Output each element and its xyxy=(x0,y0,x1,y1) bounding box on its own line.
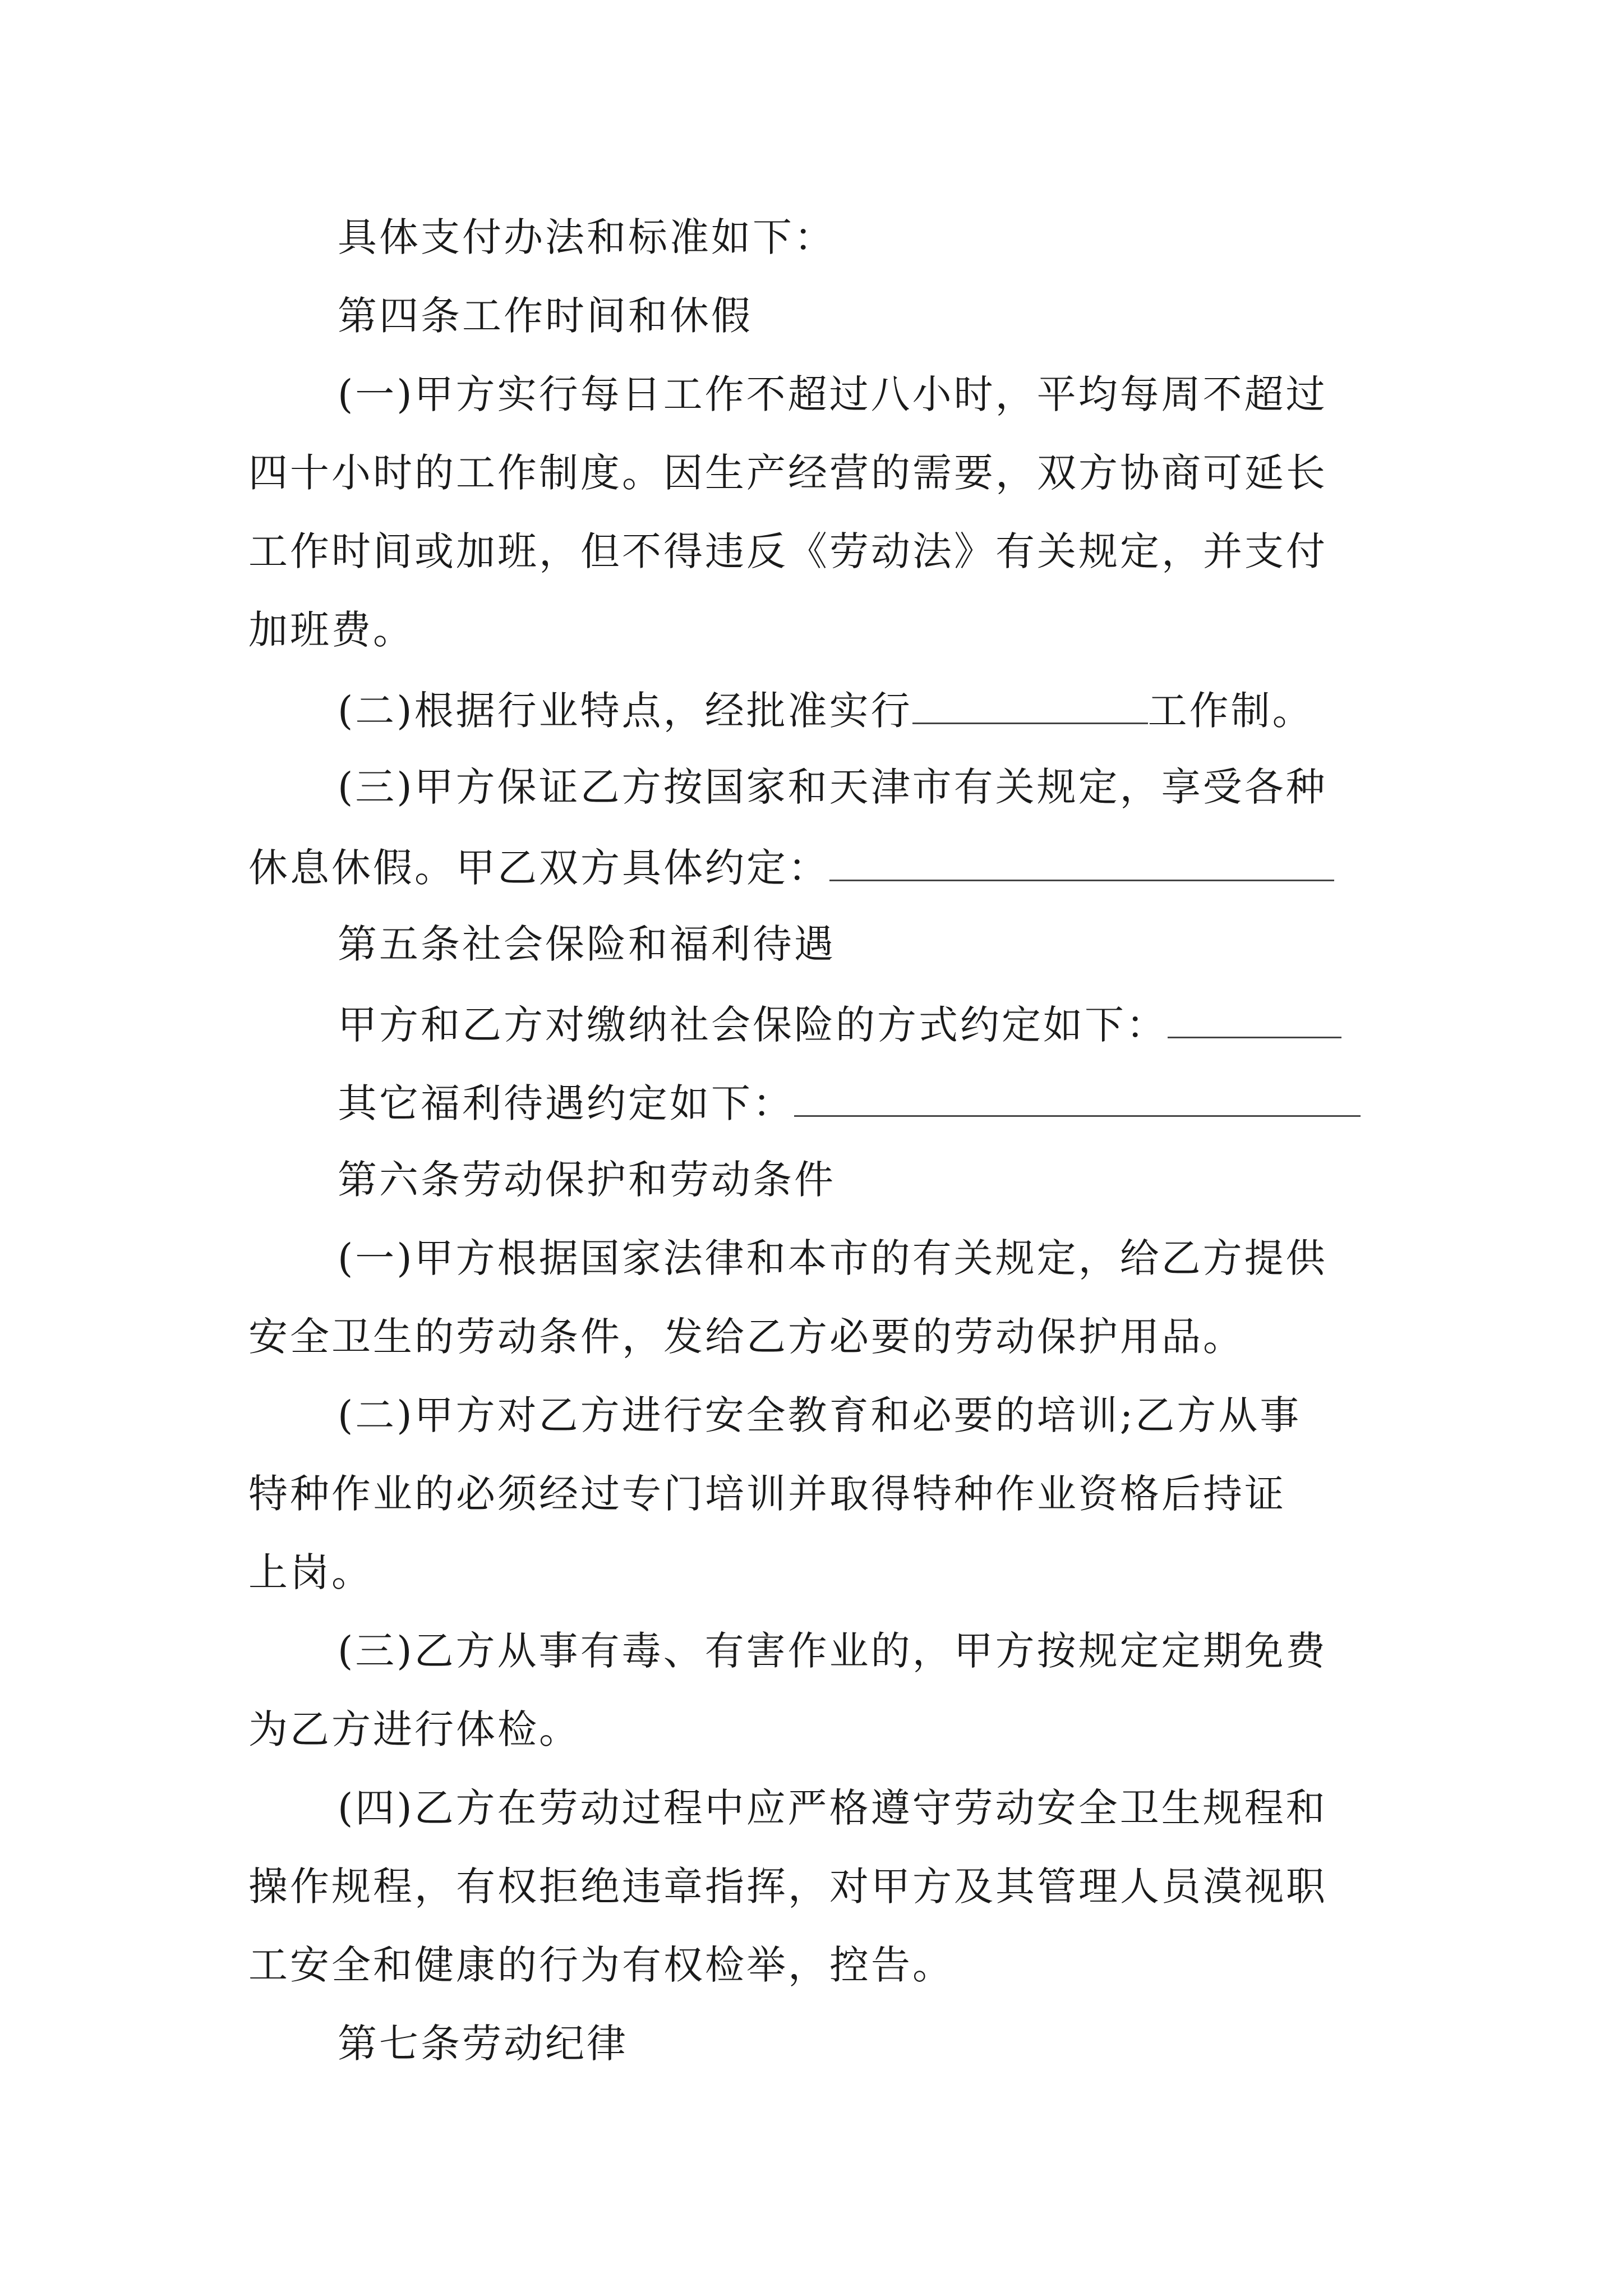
paragraph-6-4-line-2: 操作规程，有权拒绝违章指挥，对甲方及其管理人员漠视职 xyxy=(248,1864,1327,1910)
paragraph-5-social-insurance xyxy=(338,1002,1341,1048)
fill-in-blank[interactable] xyxy=(794,1082,1361,1117)
paragraph-4-2-text: (二)根据行业特点，经批准实行 xyxy=(338,688,912,734)
heading-article-4: 第四条工作时间和休假 xyxy=(338,293,753,339)
paragraph-4-1-line-3: 工作时间或加班，但不得违反《劳动法》有关规定，并支付 xyxy=(248,528,1327,574)
paragraph-4-3-line-1: (三)甲方保证乙方按国家和天津市有关规定，享受各种 xyxy=(338,764,1327,810)
paragraph-4-3-text: 休息休假。甲乙双方具体约定： xyxy=(248,845,829,891)
fill-in-blank[interactable] xyxy=(1168,1003,1341,1038)
paragraph-6-2-line-3: 上岗。 xyxy=(248,1549,373,1595)
paragraph-6-4-line-3: 工安全和健康的行为有权检举，控告。 xyxy=(248,1942,954,1988)
paragraph-4-2 xyxy=(338,688,1314,734)
paragraph-4-1-line-2: 四十小时的工作制度。因生产经营的需要，双方协商可延长 xyxy=(248,450,1327,496)
paragraph-4-2-suffix: 工作制。 xyxy=(1147,688,1314,734)
paragraph-4-3-line-2 xyxy=(248,845,1334,891)
paragraph-5-welfare-text: 其它福利待遇约定如下： xyxy=(338,1080,794,1126)
paragraph-6-1-line-2: 安全卫生的劳动条件，发给乙方必要的劳动保护用品。 xyxy=(248,1314,1244,1360)
paragraph-4-1-line-4: 加班费。 xyxy=(248,607,414,653)
paragraph-5-welfare xyxy=(338,1080,1361,1126)
heading-article-6: 第六条劳动保护和劳动条件 xyxy=(338,1157,836,1203)
paragraph-6-3-line-2: 为乙方进行体检。 xyxy=(248,1706,580,1752)
paragraph-6-1-line-1: (一)甲方根据国家法律和本市的有关规定，给乙方提供 xyxy=(338,1235,1327,1281)
paragraph-6-4-line-1: (四)乙方在劳动过程中应严格遵守劳动安全卫生规程和 xyxy=(338,1785,1327,1831)
paragraph-5-insurance-text: 甲方和乙方对缴纳社会保险的方式约定如下： xyxy=(338,1002,1168,1048)
paragraph-6-2-line-1: (二)甲方对乙方进行安全教育和必要的培训;乙方从事 xyxy=(338,1392,1302,1438)
fill-in-blank[interactable] xyxy=(829,846,1334,881)
paragraph-6-2-line-2: 特种作业的必须经过专门培训并取得特种作业资格后持证 xyxy=(248,1471,1286,1517)
paragraph-6-3-line-1: (三)乙方从事有毒、有害作业的，甲方按规定定期免费 xyxy=(338,1628,1327,1674)
paragraph-payment-method: 具体支付办法和标准如下： xyxy=(338,214,836,260)
heading-article-7: 第七条劳动纪律 xyxy=(338,2021,628,2067)
fill-in-blank[interactable] xyxy=(912,689,1148,724)
paragraph-4-1-line-1: (一)甲方实行每日工作不超过八小时，平均每周不超过 xyxy=(338,371,1327,417)
heading-article-5: 第五条社会保险和福利待遇 xyxy=(338,921,836,967)
